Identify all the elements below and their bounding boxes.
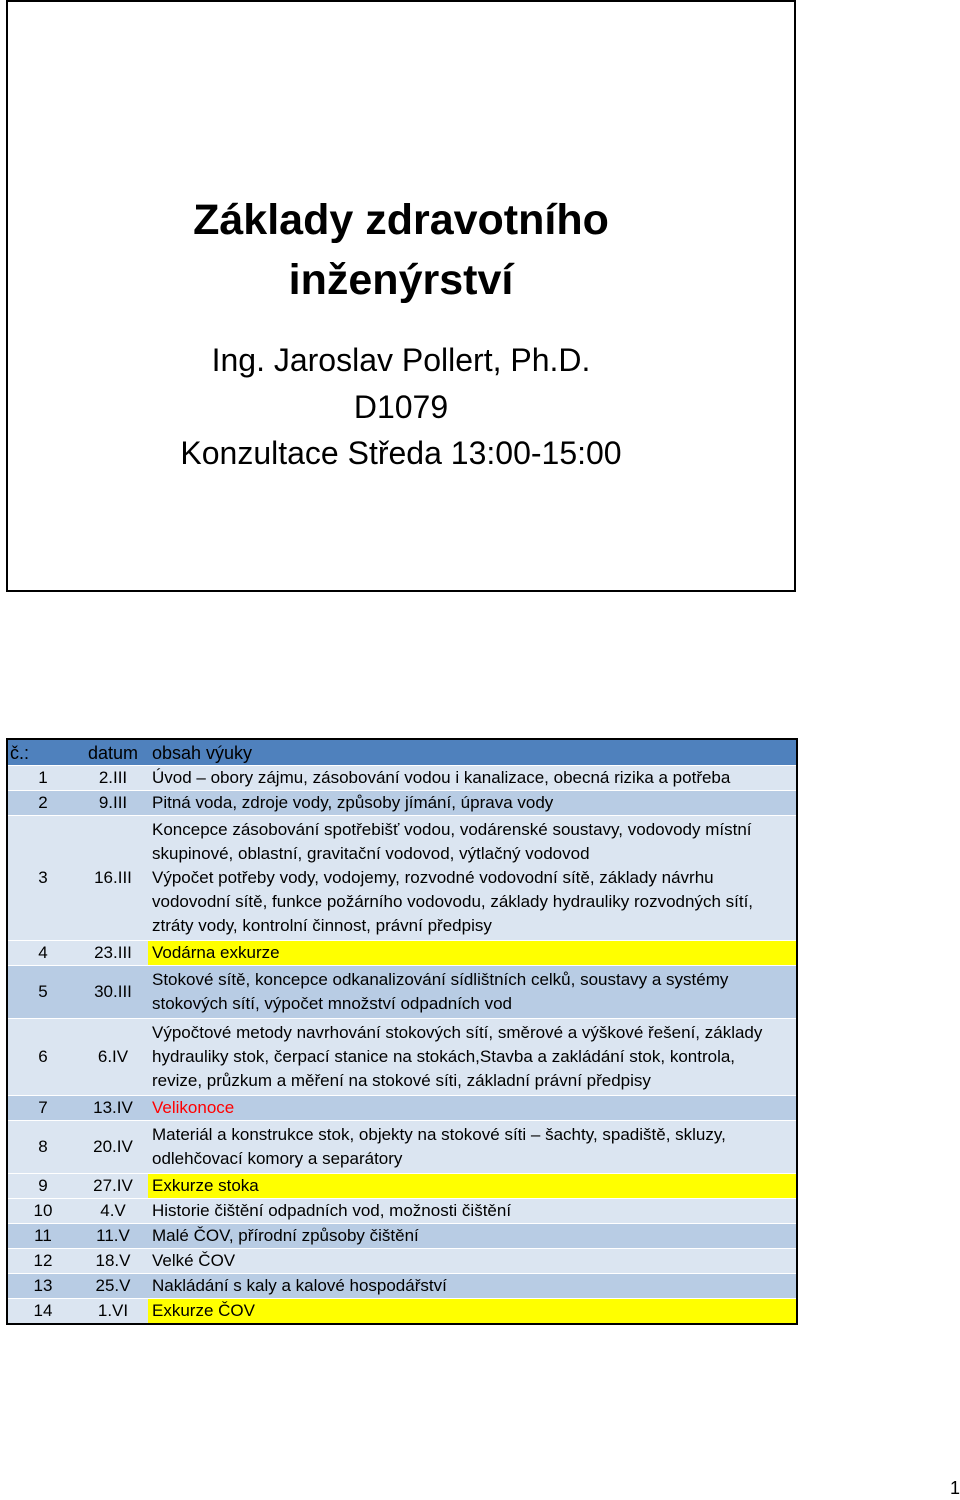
row-number: 3 [7, 816, 78, 941]
table-row [7, 816, 797, 941]
table-row [7, 1249, 797, 1274]
row-content: Stokové sítě, koncepce odkanalizování sídlištních celků, soustavy a systémy stokových sítí, výpočet množství odpadních vod [148, 966, 797, 1019]
row-date: 30.III [78, 966, 148, 1019]
row-content: Historie čištění odpadních vod, možnosti čištění [148, 1199, 797, 1224]
header-content: obsah výuky [148, 739, 797, 766]
row-content: Vodárna exkurze [148, 941, 797, 966]
row-number: 10 [7, 1199, 78, 1224]
row-number: 14 [7, 1299, 78, 1325]
table-row [7, 941, 797, 966]
row-date: 11.V [78, 1224, 148, 1249]
title-slide [6, 0, 796, 592]
row-date: 23.III [78, 941, 148, 966]
table-row [7, 1274, 797, 1299]
row-number: 9 [7, 1174, 78, 1199]
row-date: 1.VI [78, 1299, 148, 1325]
row-number: 2 [7, 791, 78, 816]
row-number: 12 [7, 1249, 78, 1274]
row-date: 9.III [78, 791, 148, 816]
table-row [7, 1299, 797, 1325]
row-content: Exkurze stoka [148, 1174, 797, 1199]
row-number: 6 [7, 1019, 78, 1096]
row-content: Výpočtové metody navrhování stokových sítí, směrové a výškové řešení, základy hydrauliky stok, čerpací stanice na stokách,Stavba a zakládání stok, kontrola, revize, průzkum a měření na stokové síti, základní právní předpisy [148, 1019, 797, 1096]
slide-title-line-1: Základy zdravotního [193, 196, 609, 244]
row-number: 5 [7, 966, 78, 1019]
header-number: č.: [7, 739, 78, 766]
table-row [7, 1121, 797, 1174]
row-number: 1 [7, 766, 78, 791]
header-date: datum [78, 739, 148, 766]
row-date: 6.IV [78, 1019, 148, 1096]
table-row [7, 966, 797, 1019]
table-row [7, 766, 797, 791]
table-row [7, 1019, 797, 1096]
row-content-part-1: Koncepce zásobování spotřebišť vodou, vodárenské soustavy, vodovody místní skupinové, oblastní, gravitační vodovod, výtlačný vodovod [152, 820, 752, 863]
table-row [7, 791, 797, 816]
row-number: 7 [7, 1096, 78, 1121]
consultation-hours: Konzultace Středa 13:00-15:00 [180, 435, 622, 471]
row-number: 11 [7, 1224, 78, 1249]
row-number: 13 [7, 1274, 78, 1299]
row-content [148, 816, 797, 941]
table-header-row [7, 739, 797, 766]
row-content: Exkurze ČOV [148, 1299, 797, 1325]
row-date: 27.IV [78, 1174, 148, 1199]
row-content: Velké ČOV [148, 1249, 797, 1274]
page-number: 1 [949, 1478, 960, 1498]
table-row [7, 1096, 797, 1121]
schedule-table [6, 738, 798, 1325]
row-content-part-2: Výpočet potřeby vody, vodojemy, rozvodné vodovodní sítě, základy návrhu vodovodní sítě, funkce požárního vodovodu, základy hydrauliky rozvodných sítí, ztráty vody, kontrolní činnost, právní předpisy [152, 868, 754, 935]
table-row [7, 1174, 797, 1199]
table-row [7, 1199, 797, 1224]
row-date: 16.III [78, 816, 148, 941]
row-date: 4.V [78, 1199, 148, 1224]
row-date: 25.V [78, 1274, 148, 1299]
row-date: 2.III [78, 766, 148, 791]
slide-title-line-2: inženýrství [288, 256, 514, 304]
row-content: Materiál a konstrukce stok, objekty na stokové síti – šachty, spadiště, skluzy, odlehčovací komory a separátory [148, 1121, 797, 1174]
table-row [7, 1224, 797, 1249]
row-date: 13.IV [78, 1096, 148, 1121]
row-content: Velikonoce [148, 1096, 797, 1121]
author: Ing. Jaroslav Pollert, Ph.D. [211, 342, 591, 378]
row-content: Úvod – obory zájmu, zásobování vodou i kanalizace, obecná rizika a potřeba [148, 766, 797, 791]
row-date: 20.IV [78, 1121, 148, 1174]
room: D1079 [353, 389, 449, 425]
row-content: Nakládání s kaly a kalové hospodářství [148, 1274, 797, 1299]
row-date: 18.V [78, 1249, 148, 1274]
row-content: Pitná voda, zdroje vody, způsoby jímání, úprava vody [148, 791, 797, 816]
row-number: 8 [7, 1121, 78, 1174]
row-number: 4 [7, 941, 78, 966]
row-content: Malé ČOV, přírodní způsoby čištění [148, 1224, 797, 1249]
